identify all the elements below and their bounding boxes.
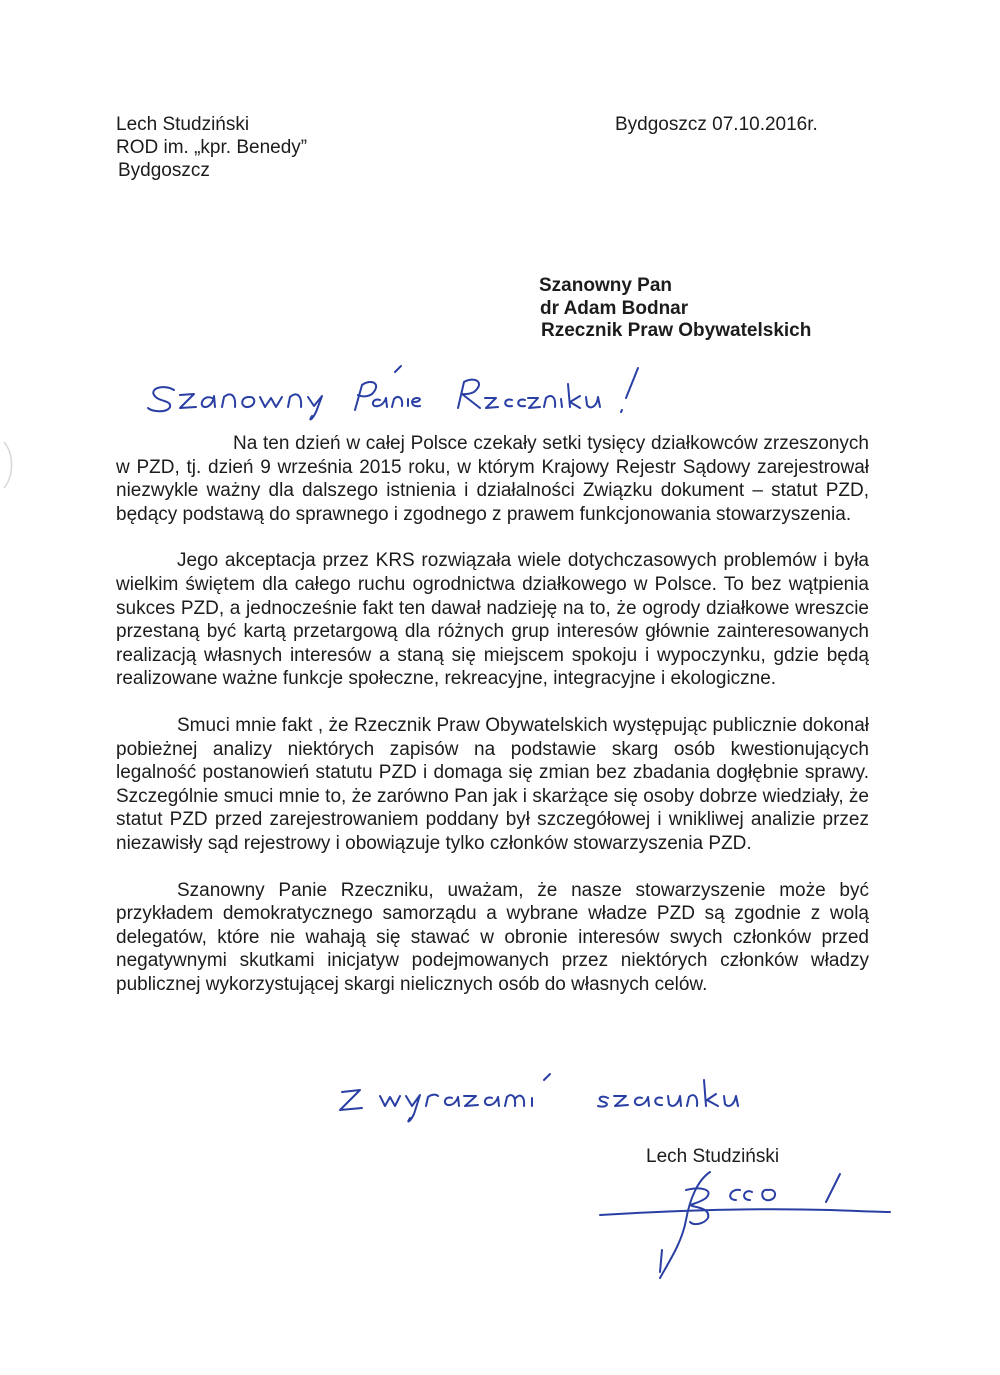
- recipient-name: dr Adam Bodnar: [540, 297, 689, 319]
- body-paragraph: Jego akceptacja przez KRS rozwiązała wiele dotychczasowych problemów i była wielkim świętem dla całego ruchu ogrodnictwa działkowego w Polsce. To bez wątpienia sukces PZD, a jednocześnie fakt ten dawał nadzieję na to, że ogrody działkowe wreszcie przestaną być kartą przetargową dla różnych grup interesów głównie zainteresowanych realizacją własnych interesów a staną się miejscem spokoju i wypoczynku, gdzie będą realizowane ważne funkcje społeczne, rekreacyjne, integracyjne i ekologiczne.: [116, 550, 869, 690]
- sender-city: Bydgoszcz: [118, 160, 210, 181]
- sender-block: [116, 113, 307, 182]
- letter-body: [116, 432, 869, 996]
- recipient-salutation: Szanowny Pan: [539, 275, 673, 296]
- scan-edge-mark: [0, 440, 20, 490]
- handwritten-greeting-image: [140, 350, 650, 430]
- recipient-block: [539, 275, 811, 343]
- sender-name: Lech Studziński: [116, 114, 250, 135]
- recipient-title: Rzecznik Praw Obywatelskich: [541, 320, 812, 341]
- handwritten-closing-image: [330, 1072, 790, 1132]
- body-paragraph: Na ten dzień w całej Polsce czekały setki tysięcy działkowców zrzeszonych w PZD, tj. dzień 9 września 2015 roku, w którym Krajowy Rejestr Sądowy zarejestrował niezwykle ważny dla dalszego istnienia i działalności Związku dokument – statut PZD, będący podstawą do sprawnego i zgodnego z prawem funkcjonowania stowarzyszenia.: [116, 433, 869, 525]
- body-paragraph: Szanowny Panie Rzeczniku, uważam, że nasze stowarzyszenie może być przykładem demokratycznego samorządu a wybrane władze PZD są zgodnie z wolą delegatów, które nie wahają się stawać w obronie interesów swych członków przed negatywnymi skutkami inicjatyw podejmowanych przez niektórych członków władzy publicznej wykorzystującej skargi nielicznych osób do własnych celów.: [116, 879, 869, 995]
- letter-date: Bydgoszcz 07.10.2016r.: [615, 114, 818, 135]
- signature-image: [590, 1160, 910, 1290]
- sender-organization: ROD im. „kpr. Benedy”: [116, 137, 308, 158]
- closing-name: Lech Studziński: [646, 1146, 780, 1167]
- body-paragraph: Smuci mnie fakt , że Rzecznik Praw Obywatelskich występując publicznie dokonał pobieżnej analizy niektórych zapisów na podstawie skarg osób kwestionujących legalność postanowień statutu PZD i domaga się zmian bez zbadania dogłębnie sprawy. Szczególnie smuci mnie to, że zarówno Pan jak i skarżące się osoby dobrze wiedziały, że statut PZD przed zarejestrowaniem poddany był szczegółowej i wnikliwej analizie przez niezawisły sąd rejestrowy i obowiązuje tylko członków stowarzyszenia PZD.: [116, 714, 869, 854]
